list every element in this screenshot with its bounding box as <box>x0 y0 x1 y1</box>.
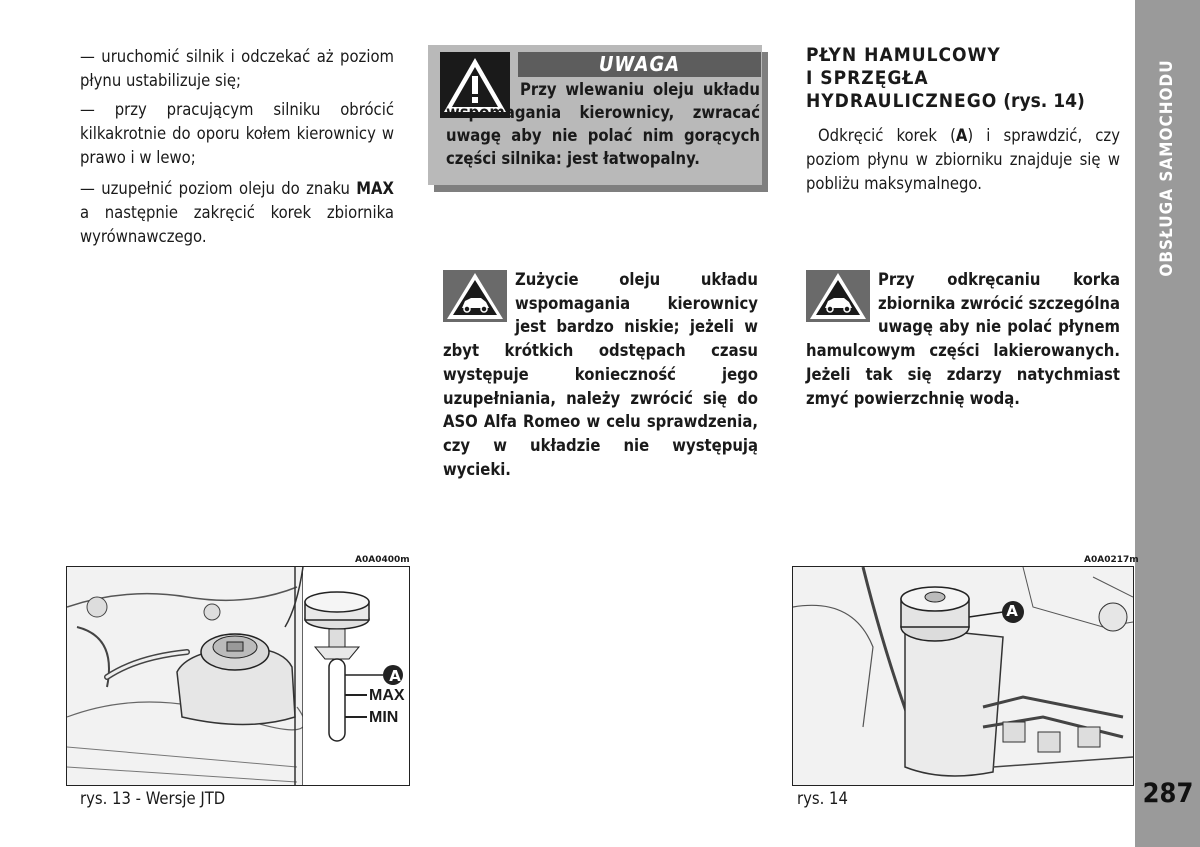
warning-oil-consumption: Zużycie oleju układu wspomagania kierownicy jest bardzo niskie; jeżeli w zbyt krótkich odstępach czasu występuje konieczność jego uzupełniania, należy zwrócić się do ASO Alfa Romeo w celu sprawdzenia, czy w układzie nie występują wycieki. <box>443 270 758 479</box>
paragraph-top-up: — uzupełnić poziom oleju do znaku MAX a następnie zakręcić korek zbiornika wyrównawczego. <box>80 179 394 246</box>
figure-code: A0A0217m <box>1084 555 1139 565</box>
page-number: 287 <box>1142 778 1194 809</box>
min-label: MIN <box>369 709 399 726</box>
paragraph-brake-check: Odkręcić korek (A) i sprawdzić, czy poziom płynu w zbiorniku znajduje się w pobliżu maksymalnego. <box>806 126 1120 193</box>
max-label: MAX <box>369 687 405 704</box>
brake-fluid-heading: PŁYN HAMULCOWY I SPRZĘGŁA HYDRAULICZNEGO (rys. 14) <box>806 44 1085 112</box>
paragraph-start-engine: — uruchomić silnik i odczekać aż poziom płynu ustabilizuje się; <box>80 47 394 90</box>
warning-text: Przy wlewaniu oleju układu wspomagania kierownicy, zwracać uwagę aby nie polać nim gorących części silnika: jest łatwopalny. <box>446 80 760 168</box>
callout-a-label: A <box>1006 602 1018 620</box>
figure-14-caption: rys. 14 <box>797 789 848 808</box>
paragraph-turn-wheel: — przy pracującym silniku obrócić kilkakrotnie do oporu kołem kierownicy w prawo i w lewo; <box>80 100 394 167</box>
figure-14-image <box>792 566 1134 786</box>
environment-car-icon <box>806 270 870 322</box>
warning-heading: UWAGA <box>518 52 761 77</box>
section-title: OBSŁUGA SAMOCHODU <box>1157 59 1177 277</box>
figure-13-image <box>66 566 410 786</box>
figure-13-caption: rys. 13 - Wersje JTD <box>80 789 226 808</box>
warning-brake-fluid: Przy odkręcaniu korka zbiornika zwrócić szczególna uwagę aby nie polać płynem hamulcowym części lakierowanych. Jeżeli tak się zdarzy natychmiast zmyć powierzchnię wodą. <box>806 270 1120 408</box>
max-mark: MAX <box>356 179 394 198</box>
callout-a-label: A <box>389 667 401 685</box>
environment-car-icon <box>443 270 507 322</box>
figure-code: A0A0400m <box>355 555 410 565</box>
